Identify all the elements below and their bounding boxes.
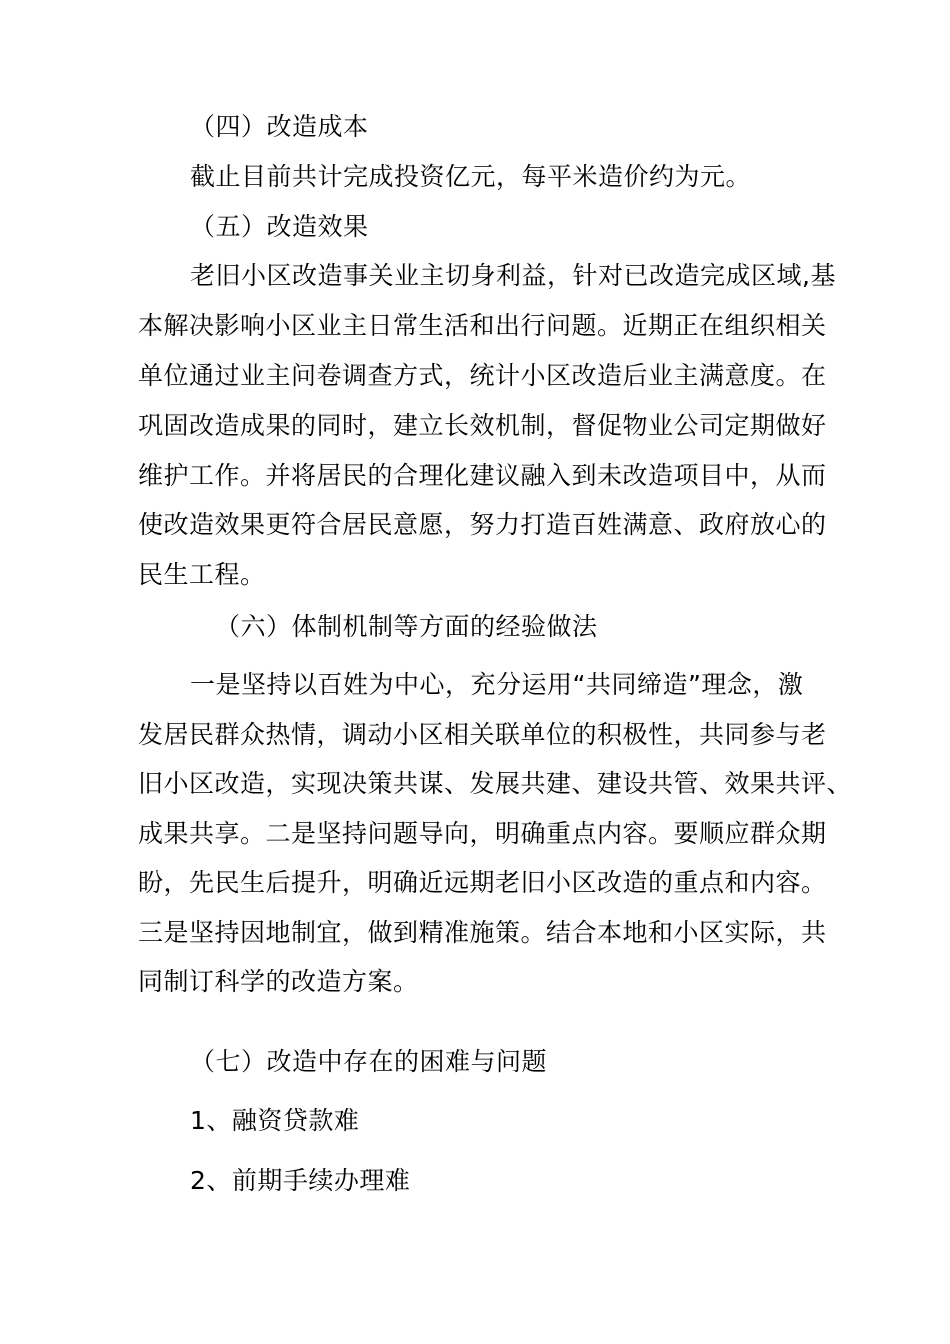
section-6-line-4: 成果共享。二是坚持问题导向，明确重点内容。要顺应群众期 bbox=[138, 819, 827, 848]
section-4-body: 截止目前共计完成投资亿元，每平米造价约为元。 bbox=[190, 162, 752, 191]
section-5-line-1: 老旧小区改造事关业主切身利益，针对已改造完成区域,基 bbox=[190, 261, 836, 290]
section-5-heading: （五）改造效果 bbox=[190, 212, 369, 241]
section-7-item-2: 2、前期手续办理难 bbox=[190, 1166, 411, 1195]
section-5-line-4: 巩固改造成果的同时，建立长效机制，督促物业公司定期做好 bbox=[138, 411, 827, 440]
section-5-line-3: 单位通过业主问卷调查方式，统计小区改造后业主满意度。在 bbox=[138, 361, 827, 390]
section-5-line-5: 维护工作。并将居民的合理化建议融入到未改造项目中，从而 bbox=[138, 461, 827, 490]
section-4-heading: （四）改造成本 bbox=[190, 112, 369, 141]
section-5-line-2: 本解决影响小区业主日常生活和出行问题。近期正在组织相关 bbox=[138, 311, 827, 340]
section-6-line-7: 同制订科学的改造方案。 bbox=[138, 967, 419, 996]
section-6-line-5: 盼，先民生后提升，明确近远期老旧小区改造的重点和内容。 bbox=[138, 868, 827, 897]
section-6-line-1: 一是坚持以百姓为中心，充分运用“共同缔造”理念，激 bbox=[190, 670, 804, 699]
section-7-heading: （七）改造中存在的困难与问题 bbox=[190, 1047, 548, 1076]
section-5-line-6: 使改造效果更符合居民意愿，努力打造百姓满意、政府放心的 bbox=[138, 510, 827, 539]
section-6-line-3: 旧小区改造，实现决策共谋、发展共建、建设共管、效果共评、 bbox=[138, 769, 853, 798]
section-6-line-6: 三是坚持因地制宜，做到精准施策。结合本地和小区实际，共 bbox=[138, 918, 827, 947]
section-6-heading: （六）体制机制等方面的经验做法 bbox=[215, 612, 598, 641]
section-7-item-1: 1、融资贷款难 bbox=[190, 1106, 360, 1135]
section-5-line-7: 民生工程。 bbox=[138, 560, 266, 589]
section-6-line-2: 发居民群众热情，调动小区相关联单位的积极性，共同参与老 bbox=[138, 720, 827, 749]
